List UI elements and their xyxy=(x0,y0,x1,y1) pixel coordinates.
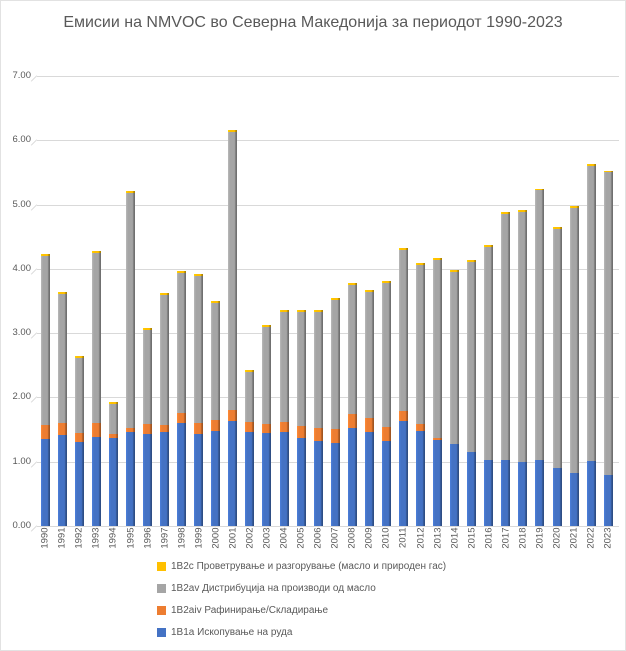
bar-segment xyxy=(58,294,67,423)
gridline-tick xyxy=(31,461,37,467)
y-axis-tick-label: 4.00 xyxy=(12,262,31,274)
bar-segment xyxy=(75,433,84,442)
x-axis-tick-label: 2023 xyxy=(602,527,614,549)
bar-segment xyxy=(331,298,340,300)
bar-2002 xyxy=(245,370,254,526)
bar-segment xyxy=(399,421,408,526)
bar-segment xyxy=(382,441,391,527)
bar-segment xyxy=(314,312,323,428)
gridline xyxy=(37,269,619,270)
y-axis-tick-label: 6.00 xyxy=(12,134,31,146)
legend-label: 1B2c Проветрување и разгорување (масло и природен гас) xyxy=(171,560,447,572)
bar-segment xyxy=(450,444,459,526)
bar-segment xyxy=(433,260,442,438)
x-axis-tick-label: 2013 xyxy=(432,527,444,549)
bar-segment xyxy=(518,212,527,461)
bar-segment xyxy=(228,132,237,410)
bar-segment xyxy=(399,250,408,411)
bar-segment xyxy=(262,325,271,327)
bar-2015 xyxy=(467,260,476,526)
gridline-tick xyxy=(31,204,37,210)
bar-segment xyxy=(604,475,613,526)
bar-segment xyxy=(416,424,425,430)
bar-segment xyxy=(518,210,527,212)
legend-label: 1B2aiv Рафинирање/Складирање xyxy=(171,604,329,616)
bar-segment xyxy=(177,423,186,526)
bar-segment xyxy=(416,263,425,265)
bar-segment xyxy=(382,281,391,283)
bar-segment xyxy=(262,433,271,526)
y-axis-tick-label: 2.00 xyxy=(12,391,31,403)
bar-segment xyxy=(109,434,118,438)
legend-label: 1B2av Дистрибуција на производи од масло xyxy=(171,582,376,594)
bar-segment xyxy=(382,283,391,427)
bar-segment xyxy=(450,270,459,272)
bar-2014 xyxy=(450,270,459,526)
bar-segment xyxy=(41,254,50,256)
x-axis-tick-label: 2001 xyxy=(227,527,239,549)
bar-segment xyxy=(228,410,237,422)
bar-2016 xyxy=(484,245,493,526)
bar-2011 xyxy=(399,248,408,526)
bar-1993 xyxy=(92,251,101,526)
y-axis-tick-label: 0.00 xyxy=(12,520,31,531)
x-axis-tick-label: 1998 xyxy=(176,527,188,549)
bar-segment xyxy=(41,439,50,526)
bar-segment xyxy=(92,251,101,253)
bar-1999 xyxy=(194,274,203,526)
x-axis-tick-label: 2003 xyxy=(261,527,273,549)
bar-segment xyxy=(535,460,544,526)
bar-segment xyxy=(297,310,306,312)
x-axis-tick-label: 2019 xyxy=(534,527,546,549)
legend-swatch-icon xyxy=(157,584,166,593)
bar-segment xyxy=(126,191,135,193)
bar-segment xyxy=(143,330,152,424)
bar-segment xyxy=(92,253,101,423)
gridline-tick xyxy=(31,332,37,338)
bar-2010 xyxy=(382,281,391,526)
bar-segment xyxy=(467,262,476,452)
x-axis-tick-label: 2022 xyxy=(585,527,597,549)
bar-segment xyxy=(280,422,289,432)
bar-2001 xyxy=(228,130,237,526)
bar-segment xyxy=(553,227,562,229)
bar-segment xyxy=(262,424,271,434)
bar-segment xyxy=(570,208,579,473)
bar-segment xyxy=(348,283,357,285)
chart-title: Емисии на NMVOC во Северна Македонија за периодот 1990-2023 xyxy=(63,14,563,31)
gridline xyxy=(37,333,619,334)
bar-2012 xyxy=(416,263,425,526)
bar-segment xyxy=(160,295,169,426)
bar-segment xyxy=(399,248,408,250)
bar-segment xyxy=(570,206,579,208)
x-axis-tick-label: 1993 xyxy=(90,527,102,549)
bar-segment xyxy=(143,434,152,526)
bar-segment xyxy=(501,214,510,460)
bar-segment xyxy=(365,292,374,418)
bar-segment xyxy=(433,438,442,440)
gridline xyxy=(37,526,619,527)
x-axis-tick-label: 2017 xyxy=(500,527,512,549)
bar-2022 xyxy=(587,164,596,526)
bar-segment xyxy=(194,423,203,434)
gridline-tick xyxy=(31,75,37,81)
bar-segment xyxy=(382,427,391,441)
bar-segment xyxy=(211,303,220,420)
legend-swatch-icon xyxy=(157,606,166,615)
x-axis-tick-label: 2009 xyxy=(363,527,375,549)
y-axis-tick-label: 7.00 xyxy=(12,70,31,81)
bar-segment xyxy=(160,293,169,295)
x-axis-tick-label: 2010 xyxy=(380,527,392,549)
x-axis-tick-label: 2018 xyxy=(517,527,529,549)
bar-2013 xyxy=(433,258,442,526)
bar-1995 xyxy=(126,191,135,526)
bar-segment xyxy=(109,402,118,404)
bar-segment xyxy=(365,290,374,292)
bar-segment xyxy=(58,435,67,526)
bar-segment xyxy=(228,421,237,526)
bar-segment xyxy=(92,423,101,437)
x-axis-tick-label: 2005 xyxy=(295,527,307,549)
bar-segment xyxy=(262,327,271,423)
bar-segment xyxy=(126,428,135,432)
bar-segment xyxy=(570,473,579,526)
bar-segment xyxy=(553,468,562,527)
bar-segment xyxy=(211,431,220,526)
bar-segment xyxy=(348,285,357,414)
bar-segment xyxy=(280,432,289,526)
bar-2017 xyxy=(501,212,510,526)
legend-item xyxy=(157,604,446,616)
x-axis-tick-label: 2016 xyxy=(483,527,495,549)
bar-segment xyxy=(245,372,254,422)
bar-2023 xyxy=(604,171,613,527)
bar-2004 xyxy=(280,310,289,526)
bar-segment xyxy=(416,265,425,424)
bar-2020 xyxy=(553,227,562,526)
bar-segment xyxy=(297,312,306,426)
bar-segment xyxy=(109,404,118,434)
bar-segment xyxy=(160,425,169,431)
bar-segment xyxy=(41,256,50,425)
bar-1994 xyxy=(109,402,118,526)
bar-segment xyxy=(553,229,562,468)
bar-segment xyxy=(126,193,135,428)
bar-2018 xyxy=(518,210,527,526)
x-axis-tick-label: 1994 xyxy=(107,527,119,549)
bar-segment xyxy=(314,428,323,442)
bar-segment xyxy=(245,422,254,432)
bar-segment xyxy=(177,273,186,413)
bar-segment xyxy=(501,212,510,214)
y-axis-tick-label: 1.00 xyxy=(12,455,31,467)
bar-segment xyxy=(75,356,84,358)
x-axis-tick-label: 2000 xyxy=(210,527,222,549)
bar-segment xyxy=(245,370,254,372)
bar-segment xyxy=(331,300,340,429)
bar-2006 xyxy=(314,310,323,526)
x-axis-tick-label: 2006 xyxy=(312,527,324,549)
bar-segment xyxy=(297,438,306,526)
bar-segment xyxy=(399,411,408,421)
bar-segment xyxy=(194,434,203,526)
bar-segment xyxy=(75,358,84,433)
x-axis-tick-label: 2007 xyxy=(329,527,341,549)
bar-1996 xyxy=(143,328,152,526)
x-axis-tick-label: 1996 xyxy=(142,527,154,549)
x-axis-tick-label: 1995 xyxy=(125,527,136,549)
x-axis-tick-label: 2012 xyxy=(415,527,427,549)
y-axis-tick-label: 3.00 xyxy=(12,327,31,339)
bar-segment xyxy=(75,442,84,526)
bar-segment xyxy=(416,431,425,526)
bar-segment xyxy=(467,260,476,262)
x-axis-tick-label: 1990 xyxy=(39,527,51,549)
bar-segment xyxy=(433,258,442,260)
gridline xyxy=(37,462,619,463)
bar-segment xyxy=(109,438,118,526)
bar-segment xyxy=(604,171,613,173)
legend-item xyxy=(157,626,446,638)
x-axis-tick-label: 1999 xyxy=(193,527,205,549)
x-axis-tick-label: 2002 xyxy=(244,527,256,549)
bar-segment xyxy=(211,301,220,303)
legend-swatch-icon xyxy=(157,628,166,637)
gridline xyxy=(37,397,619,398)
bar-segment xyxy=(501,460,510,526)
bar-segment xyxy=(518,462,527,526)
bar-segment xyxy=(194,276,203,423)
bar-segment xyxy=(433,440,442,526)
bar-segment xyxy=(194,274,203,276)
bar-segment xyxy=(331,443,340,526)
bar-segment xyxy=(314,441,323,526)
bar-2003 xyxy=(262,325,271,526)
gridline xyxy=(37,140,619,141)
bar-segment xyxy=(41,425,50,439)
bar-1991 xyxy=(58,292,67,526)
gridline xyxy=(37,205,619,206)
bar-segment xyxy=(348,428,357,526)
bar-segment xyxy=(314,310,323,312)
bar-segment xyxy=(211,420,220,431)
x-axis-tick-label: 1992 xyxy=(73,527,85,549)
gridline xyxy=(37,76,619,77)
bar-segment xyxy=(587,166,596,461)
bar-segment xyxy=(228,130,237,132)
bar-segment xyxy=(280,312,289,422)
bar-2019 xyxy=(535,189,544,527)
gridline-tick xyxy=(31,525,37,531)
bar-segment xyxy=(280,310,289,312)
legend-item xyxy=(157,582,446,594)
legend-label: 1B1a Ископување на руда xyxy=(171,626,293,638)
bar-segment xyxy=(365,418,374,432)
x-axis-tick-label: 1991 xyxy=(56,527,68,549)
bar-segment xyxy=(365,432,374,527)
bar-1998 xyxy=(177,271,186,526)
gridline-tick xyxy=(31,268,37,274)
bar-2008 xyxy=(348,283,357,526)
x-axis-tick-label: 2011 xyxy=(397,527,409,548)
bar-segment xyxy=(467,452,476,526)
x-axis-tick-label: 1997 xyxy=(159,527,171,549)
bar-2009 xyxy=(365,290,374,526)
bar-segment xyxy=(177,413,186,423)
bar-segment xyxy=(587,164,596,166)
bar-1992 xyxy=(75,356,84,526)
bar-2000 xyxy=(211,301,220,526)
bar-segment xyxy=(535,190,544,460)
gridline-tick xyxy=(31,140,37,146)
bar-segment xyxy=(484,460,493,526)
bar-1997 xyxy=(160,293,169,526)
bar-segment xyxy=(177,271,186,273)
bar-2007 xyxy=(331,298,340,526)
x-axis-tick-label: 2008 xyxy=(346,527,358,549)
bar-segment xyxy=(587,461,596,526)
gridline-tick xyxy=(31,397,37,403)
bar-1990 xyxy=(41,254,50,526)
bar-segment xyxy=(143,424,152,434)
bar-segment xyxy=(143,328,152,330)
bar-segment xyxy=(297,426,306,438)
x-axis-tick-label: 2014 xyxy=(449,527,461,549)
bar-segment xyxy=(58,423,67,435)
y-axis-tick-label: 5.00 xyxy=(12,198,31,210)
bar-segment xyxy=(484,245,493,247)
bar-2021 xyxy=(570,206,579,526)
bar-segment xyxy=(160,432,169,527)
bar-segment xyxy=(450,272,459,444)
bar-segment xyxy=(604,172,613,474)
chart-legend xyxy=(157,560,446,638)
bar-segment xyxy=(92,437,101,526)
bar-segment xyxy=(126,432,135,526)
bar-segment xyxy=(348,414,357,428)
x-axis-tick-label: 2020 xyxy=(551,527,563,549)
x-axis-tick-label: 2021 xyxy=(568,527,580,549)
bar-segment xyxy=(245,432,254,527)
bar-segment xyxy=(331,429,340,443)
bar-2005 xyxy=(297,310,306,526)
bar-segment xyxy=(484,247,493,460)
bar-segment xyxy=(535,189,544,191)
x-axis-tick-label: 2015 xyxy=(466,527,478,549)
x-axis-tick-label: 2004 xyxy=(278,527,290,549)
bar-segment xyxy=(58,292,67,294)
